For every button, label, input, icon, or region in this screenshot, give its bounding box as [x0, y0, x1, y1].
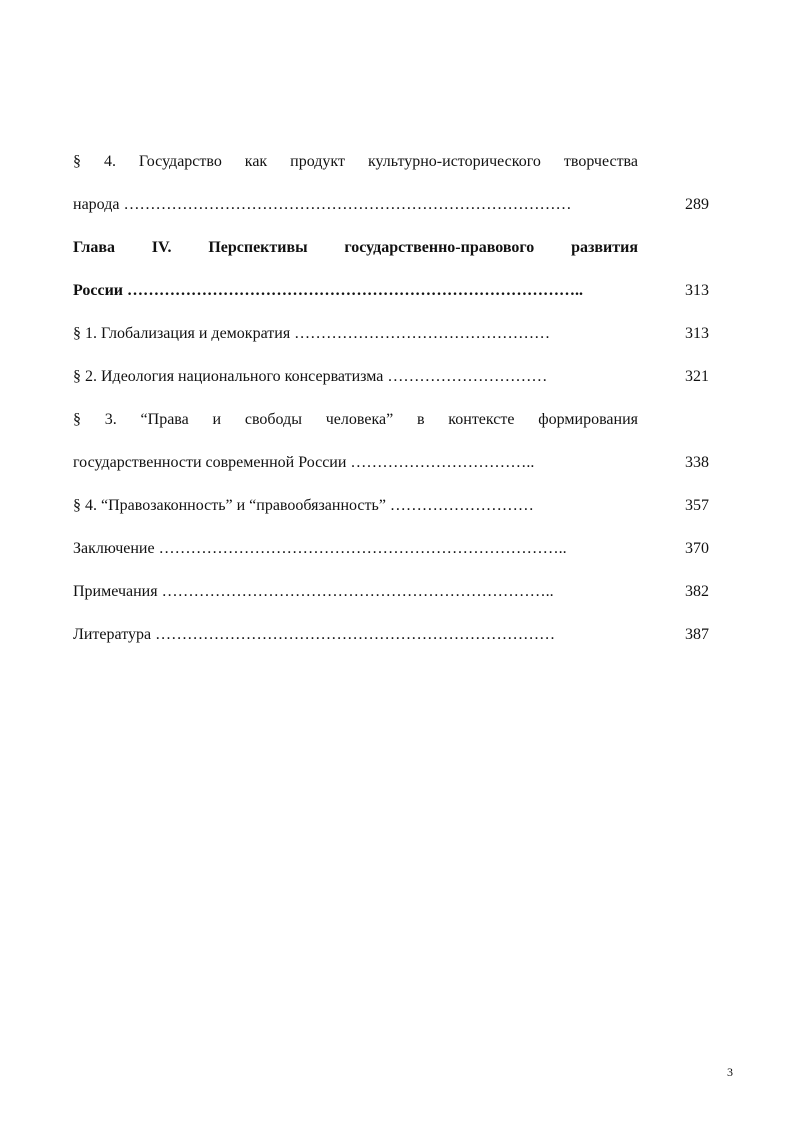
- toc-entry-text: § 1. Глобализация и демократия …………………………………………: [73, 325, 551, 342]
- toc-entry-text: [73, 279, 638, 303]
- toc-entry-text: Литература …………………………………………………………………: [73, 626, 556, 643]
- page-number-footer: 3: [727, 1065, 733, 1079]
- toc-entry-text: § 4. “Правозаконность” и “правообязанность” ………………………: [73, 497, 534, 514]
- toc-entry-bold-word: России …………………………………………………………………………..: [73, 282, 584, 299]
- toc-entry-text: Глава IV. Перспективы государственно-правового развития: [73, 239, 638, 256]
- toc-page-number: 338: [685, 454, 709, 471]
- toc-entry-section-4-title-line1: [73, 150, 713, 174]
- toc-page-number: 387: [685, 626, 709, 643]
- toc-entry-text: Примечания ………………………………………………………………..: [73, 583, 554, 600]
- toc-entry-text: § 4. Государство как продукт культурно-исторического творчества: [73, 153, 638, 170]
- toc-page-number: 321: [685, 368, 709, 385]
- toc-entry-text: Заключение …………………………………………………………………..: [73, 540, 567, 557]
- toc-page-number: 370: [685, 540, 709, 557]
- toc-entry-literature: [73, 623, 713, 647]
- toc-entry-text: народа …………………………………………………………………………: [73, 196, 572, 213]
- toc-entry-section-1: [73, 322, 713, 346]
- toc-entry-text: государственности современной России ……………………………..: [73, 454, 535, 471]
- toc-page-number: 313: [685, 282, 709, 299]
- toc-entry-section-4b: [73, 494, 713, 518]
- toc-entry-section-2: [73, 365, 713, 389]
- toc-entry-section-4-title-line2: [73, 193, 713, 217]
- toc-entry-chapter-4-line1: [73, 236, 713, 260]
- toc-page-number: 289: [685, 196, 709, 213]
- toc-entry-notes: [73, 580, 713, 604]
- toc-entry-text: § 3. “Права и свободы человека” в контексте формирования: [73, 411, 638, 428]
- toc-entry-conclusion: [73, 537, 713, 561]
- toc-entry-chapter-4-line2: [73, 279, 713, 303]
- toc-page-number: 382: [685, 583, 709, 600]
- toc-page-number: 357: [685, 497, 709, 514]
- toc-entry-text: § 2. Идеология национального консерватизма …………………………: [73, 368, 548, 385]
- toc-page-number: 313: [685, 325, 709, 342]
- toc-entry-section-3-line1: [73, 408, 713, 432]
- toc-entry-section-3-line2: [73, 451, 713, 475]
